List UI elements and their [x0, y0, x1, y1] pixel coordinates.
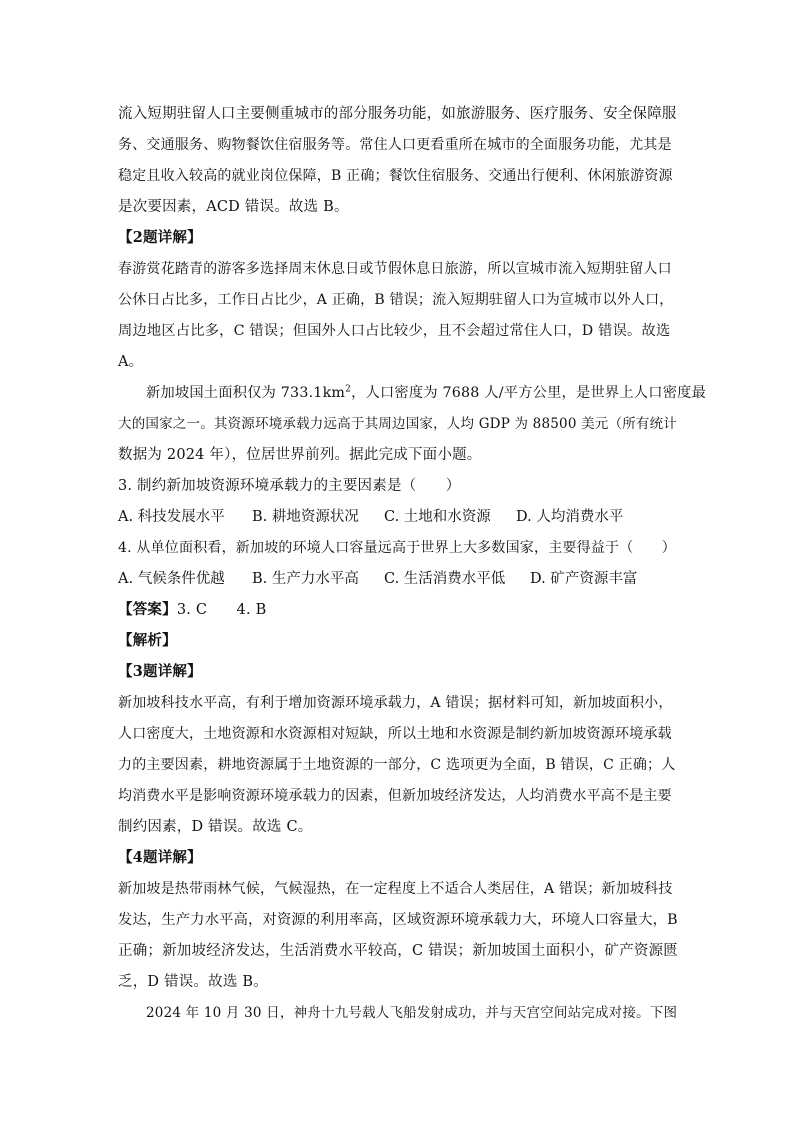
q3-option-b: B. 耕地资源状况: [252, 509, 359, 525]
paragraph-line: 春游赏花踏青的游客多选择周末休息日或节假休息日旅游，所以宣城市流入短期驻留人口: [118, 261, 672, 277]
paragraph-line: 正确；新加坡经济发达，生活消费水平较高，C 错误；新加坡国土面积小，矿产资源匮: [118, 943, 679, 959]
analysis-heading: 【解析】: [118, 632, 177, 649]
q3-option-c: C. 土地和水资源: [384, 509, 491, 525]
paragraph-line: 公休日占比多，工作日占比少，A 正确，B 错误；流入短期驻留人口为宣城市以外人口，: [118, 292, 674, 308]
paragraph-line: 乏，D 错误。故选 B。: [118, 974, 268, 990]
q4-option-a: A. 气候条件优越: [118, 571, 225, 587]
paragraph-line: 新加坡是热带雨林气候，气候湿热，在一定程度上不适合人类居住，A 错误；新加坡科技: [118, 881, 673, 897]
paragraph-line: 务、交通服务、购物餐饮住宿服务等。常住人口更看重所在城市的全面服务功能，尤其是: [118, 137, 672, 153]
passage-line: [146, 383, 706, 403]
q4-option-c: C. 生活消费水平低: [384, 571, 506, 587]
paragraph-line: 周边地区占比多，C 错误；但国外人口占比较少，且不会超过常住人口，D 错误。故选: [118, 323, 671, 339]
paragraph-line: 均消费水平是影响资源环境承载力的因素，但新加坡经济发达，人均消费水平高不是主要: [118, 788, 672, 804]
q4-option-b: B. 生产力水平高: [252, 571, 359, 587]
section-heading: 【3题详解】: [118, 663, 202, 680]
answer-label: 【答案】: [118, 601, 177, 618]
passage-line: 数据为 2024 年），位居世界前列。据此完成下面小题。: [118, 447, 482, 463]
passage-text: ，人口密度为 7688 人/平方公里，是世界上人口密度最: [351, 385, 707, 401]
paragraph-line: A。: [118, 354, 144, 370]
question-4: 4. 从单位面积看，新加坡的环境人口容量远高于世界上大多数国家，主要得益于（ ）: [118, 540, 677, 556]
q3-option-a: A. 科技发展水平: [118, 509, 225, 525]
q3-option-d: D. 人均消费水平: [516, 509, 624, 525]
paragraph-line: 稳定且收入较高的就业岗位保障，B 正确；餐饮住宿服务、交通出行便利、休闲旅游资源: [118, 168, 673, 184]
paragraph-line: 新加坡科技水平高，有利于增加资源环境承载力，A 错误；据材料可知，新加坡面积小，: [118, 695, 673, 711]
section-heading: 【4题详解】: [118, 849, 202, 866]
paragraph-line: 发达，生产力水平高，对资源的利用率高，区域资源环境承载力大，环境人口容量大，B: [118, 912, 678, 928]
question-3: 3. 制约新加坡资源环境承载力的主要因素是（ ）: [118, 478, 461, 494]
passage-line: 2024 年 10 月 30 日，神舟十九号载人飞船发射成功，并与天宫空间站完成对接。下图: [146, 1005, 678, 1021]
q4-option-d: D. 矿产资源丰富: [530, 571, 638, 587]
answer-values: 3. C 4. B: [176, 602, 267, 618]
paragraph-line: 流入短期驻留人口主要侧重城市的部分服务功能，如旅游服务、医疗服务、安全保障服: [118, 106, 677, 122]
answer-line: [118, 600, 678, 620]
paragraph-line: 人口密度大，土地资源和水资源相对短缺，所以土地和水资源是制约新加坡资源环境承载: [118, 726, 672, 742]
superscript: 2: [345, 384, 352, 395]
paragraph-line: 力的主要因素，耕地资源属于土地资源的一部分，C 选项更为全面，B 错误，C 正确；人: [118, 757, 676, 773]
passage-line: 大的国家之一。其资源环境承载力远高于其周边国家，人均 GDP 为 88500 美元（所有统计: [118, 416, 678, 432]
section-heading: 【2题详解】: [118, 229, 202, 246]
paragraph-line: 是次要因素，ACD 错误。故选 B。: [118, 199, 349, 215]
passage-text: 新加坡国土面积仅为 733.1km: [146, 385, 346, 401]
paragraph-line: 制约因素，D 错误。故选 C。: [118, 819, 313, 835]
